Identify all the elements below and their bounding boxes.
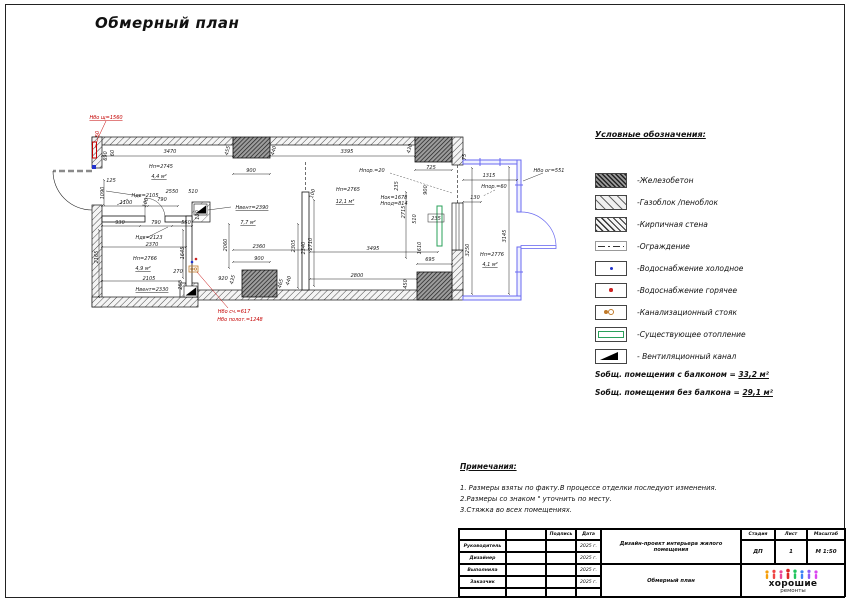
dim-label: Нбо сч.=617	[217, 309, 251, 315]
gasblock-hatch-icon	[595, 195, 627, 210]
dim-label: 75	[462, 153, 468, 161]
dim-label: 2800	[350, 273, 364, 279]
dim-label: 930	[115, 220, 125, 226]
legend-item-vent: - Вентиляционный канал	[595, 345, 835, 367]
note-3: 3.Стяжка во всех помещениях.	[460, 506, 572, 514]
logo-name: хорошие	[768, 579, 818, 589]
dim-label: Ндв=2105	[131, 193, 159, 199]
drawing-title: Обмерный план	[601, 564, 741, 598]
role-supervisor: Руководитель	[459, 540, 506, 552]
legend-item-gasblock: -Газоблок /пеноблок	[595, 191, 835, 213]
dim-label: 7,7 м²	[240, 220, 256, 226]
logo-subtitle: ремонты	[780, 588, 806, 594]
dim-label: Нок=1678	[380, 195, 408, 201]
legend-item-hot-water: -Водоснабжение горячее	[595, 279, 835, 301]
brick-hatch-icon	[595, 217, 627, 232]
dim-label: 3250	[465, 243, 471, 257]
sheet-label: Лист	[775, 529, 807, 540]
title-block	[458, 528, 846, 597]
dim-label: 900	[254, 256, 264, 262]
dim-label: 260	[178, 280, 184, 290]
date-designer: 2025 г.	[576, 552, 601, 564]
cold-water-icon	[595, 261, 627, 276]
dim-label: 510	[188, 189, 198, 195]
dim-label: 2370	[145, 242, 159, 248]
hot-water-icon	[595, 283, 627, 298]
dim-label: 50	[95, 130, 101, 138]
total-without-balcony: Sобщ. помещения без балкона = 29,1 м²	[595, 388, 773, 397]
dim-label: 1645	[180, 246, 186, 260]
legend-item-cold-water: -Водоснабжение холодное	[595, 257, 835, 279]
stage-label: Стадия	[741, 529, 775, 540]
legend-item-concrete: -Железобетон	[595, 169, 835, 191]
date-client: 2025 г.	[576, 576, 601, 588]
dim-label: 100	[141, 197, 151, 209]
dim-label: 920	[218, 276, 228, 282]
dim-label: 270	[173, 269, 183, 275]
dim-label: Нбо щ=1560	[89, 115, 123, 121]
vent-channel-icon	[595, 349, 627, 364]
dim-label: 1610	[417, 241, 423, 255]
date-supervisor: 2025 г.	[576, 540, 601, 552]
dim-label: Нпод=814	[380, 201, 408, 207]
dim-label: 60	[110, 149, 116, 157]
stage-value: ДП	[741, 540, 775, 564]
dim-label: 435	[228, 274, 238, 286]
dim-label: 235	[394, 181, 400, 191]
dim-label: 2165	[94, 250, 100, 264]
dim-label: 695	[425, 257, 435, 263]
dim-label: 450	[403, 279, 409, 289]
dim-label: 3395	[340, 149, 354, 155]
role-performer: Выполнила	[459, 564, 506, 576]
page-title: Обмерный план	[95, 14, 240, 32]
dim-label: 455	[223, 145, 233, 157]
cold-water-point	[191, 261, 194, 264]
dim-label: 465	[276, 278, 286, 290]
legend-item-sewer: -Канализационный стояк	[595, 301, 835, 323]
dim-label: 440	[269, 145, 279, 157]
dim-label: 510	[412, 214, 418, 224]
dim-label: 430	[405, 143, 415, 155]
dim-label: Нвент=2390	[235, 205, 269, 211]
entrance-door	[53, 171, 92, 210]
dim-label: Нвент=2330	[135, 287, 169, 293]
sheet-value: 1	[775, 540, 807, 564]
date-col-header: Дата	[576, 529, 601, 540]
dim-label: 2710	[308, 237, 314, 251]
note-1: 1. Размеры взяты по факту.В процессе отделки последуют изменения.	[460, 484, 717, 492]
dim-label: Нпор.=20	[359, 168, 385, 174]
dim-label: 3470	[163, 149, 177, 155]
window	[452, 203, 463, 250]
dim-label: 790	[151, 220, 161, 226]
dim-label: 725	[426, 165, 436, 171]
signature-col-header: Подпись	[546, 529, 576, 540]
dim-label: 790	[157, 197, 167, 203]
concrete-hatch-icon	[595, 173, 627, 188]
dim-label: 4,9 м²	[135, 266, 151, 272]
dim-label: 2305	[291, 239, 297, 253]
total-with-balcony: Sобщ. помещения с балконом = 33,2 м²	[595, 370, 769, 379]
dim-label: Нп=2776	[480, 252, 504, 258]
scale-label: Масштаб	[807, 529, 845, 540]
dim-label: 4,1 м²	[482, 262, 498, 268]
dim-label: 3145	[502, 229, 508, 243]
total-without-balcony-value: 29,1 м²	[742, 388, 773, 397]
dim-label: 130	[195, 210, 201, 220]
dim-label: Ндв=2123	[135, 235, 163, 241]
note-2: 2.Размеры со знаком " уточнить по месту.	[460, 495, 612, 503]
legend-item-heating: -Существующее отопление	[595, 323, 835, 345]
dim-label: 2340	[301, 241, 307, 255]
leader-lines	[95, 121, 543, 308]
dim-label: Нпор.=60	[481, 184, 507, 190]
legend-title: Условные обозначения:	[595, 130, 706, 139]
dim-label: 2060	[223, 238, 229, 252]
legend	[595, 130, 835, 367]
dim-label: 4,4 м²	[151, 174, 167, 180]
area-totals	[595, 370, 845, 406]
dim-label: 100	[308, 188, 318, 200]
dim-label: Нбо полот.=1248	[217, 317, 263, 323]
dim-label: 2105	[142, 276, 156, 282]
heating-radiator	[437, 206, 442, 246]
dim-label: 900	[423, 185, 429, 195]
dim-label: Нп=2766	[133, 256, 157, 262]
dim-label: 12,1 м²	[335, 199, 355, 205]
role-designer: Дизайнер	[459, 552, 506, 564]
dim-label: 2360	[252, 244, 266, 250]
project-title: Дизайн-проект интерьера жилого помещения	[601, 529, 741, 564]
company-logo	[741, 564, 845, 598]
concrete-columns	[233, 137, 452, 300]
notes	[460, 462, 790, 516]
dim-label: 2715	[401, 205, 407, 219]
balcony-door	[521, 212, 556, 249]
fence-line-icon	[595, 241, 627, 251]
dim-label: 690	[103, 151, 109, 161]
dim-label: 440	[284, 275, 294, 287]
dim-label: 3495	[366, 246, 380, 252]
dim-label: 550	[181, 220, 191, 226]
cold-tap-square	[92, 165, 96, 169]
dim-label: 1090	[100, 186, 106, 200]
date-performer: 2025 г.	[576, 564, 601, 576]
existing-heating-icon	[595, 327, 627, 342]
dim-label: 235	[431, 216, 441, 222]
dim-label: Нбо ог=551	[533, 168, 565, 174]
dim-label: 900	[246, 168, 256, 174]
sewer-riser-icon	[595, 305, 627, 320]
dim-label: 2550	[165, 189, 179, 195]
legend-item-brick: -Кирпичная стена	[595, 213, 835, 235]
hot-water-point	[195, 258, 198, 261]
dim-label: 125	[106, 178, 116, 184]
scale-value: М 1:50	[807, 540, 845, 564]
role-client: Заказчик	[459, 576, 506, 588]
dim-label: 1100	[119, 200, 133, 206]
dim-label: Нп=2745	[149, 164, 173, 170]
dim-label: 1315	[482, 173, 496, 179]
legend-item-fence: -Ограждение	[595, 235, 835, 257]
total-with-balcony-value: 33,2 м²	[738, 370, 769, 379]
notes-title: Примечания:	[460, 462, 517, 471]
dim-label: Нп=2765	[336, 187, 360, 193]
dim-label: 130	[470, 195, 480, 201]
